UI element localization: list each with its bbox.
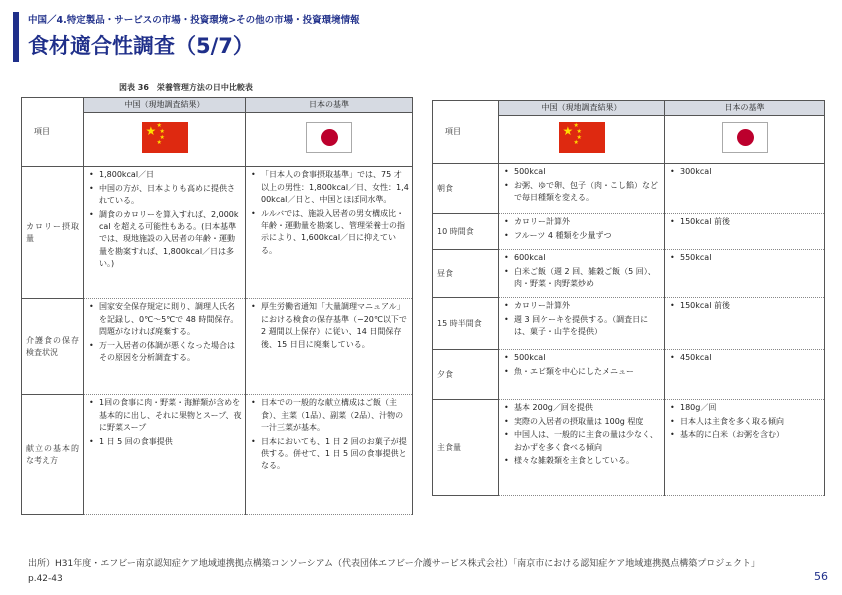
- list-item: • お粥、ゆで卵、包子（肉・こし餡）など で毎日種類を変える。: [502, 180, 661, 205]
- list-item: • 「日本人の食事摂取基準」では、75 才以上の男性：1,800kcal／日、女性：1,400kcal／日と、中国とほぼ同水準。: [249, 169, 409, 206]
- jp-cell: [665, 164, 825, 214]
- list-item: • 中国の方が、日本よりも高めに提供されている。: [87, 183, 242, 208]
- right-col-jp-header: 日本の基準: [665, 101, 825, 116]
- list-item: • 500kcal: [502, 166, 661, 178]
- left-col-jp-header: 日本の基準: [246, 98, 413, 113]
- list-item: • 500kcal: [502, 352, 661, 364]
- list-item: • 日本人は主食を多く取る傾向: [668, 416, 821, 428]
- list-item: • 1 日 5 回の食事提供: [87, 436, 242, 448]
- cn-cell: [84, 299, 246, 395]
- cn-cell: [499, 214, 665, 250]
- row-label: 夕食: [433, 350, 499, 400]
- jp-cell: [665, 250, 825, 298]
- jp-cell: [246, 167, 413, 299]
- list-item: • 180g／回: [668, 402, 821, 414]
- cn-cell: [499, 350, 665, 400]
- cn-cell: [84, 395, 246, 515]
- table-row: [433, 298, 825, 350]
- table-row: [433, 164, 825, 214]
- row-label: 主食量: [433, 400, 499, 496]
- table-row: [22, 395, 413, 515]
- japan-flag-icon: [306, 122, 352, 153]
- list-item: • 1回の食事に肉・野菜・海鮮類が含めを基本的に出し、それに果物とスープ、夜に野菜スープ: [87, 397, 242, 434]
- right-comparison-table: [432, 100, 825, 496]
- list-item: • 450kcal: [668, 352, 821, 364]
- left-col-item-header: 項目: [22, 98, 84, 167]
- row-label: 昼食: [433, 250, 499, 298]
- list-item: • カロリー計算外: [502, 300, 661, 312]
- jp-cell: [246, 299, 413, 395]
- table-row: [433, 350, 825, 400]
- list-item: • 1,800kcal／日: [87, 169, 242, 181]
- list-item: • 厚生労働省通知「大量調理マニュアル」における検食の保存基準（−20℃以下で 2 週間以上保存）に従い、14 日間保存後、15 日目に廃棄している。: [249, 301, 409, 351]
- list-item: • フルーツ 4 種類を少量ずつ: [502, 230, 661, 242]
- list-item: • 様々な雑穀類を主食としている。: [502, 455, 661, 467]
- list-item: • 週 3 回ケーキを提供する。（調査日には、菓子・山芋を提供）: [502, 314, 661, 339]
- list-item: • 国家安全保存規定に則り、調理人氏名を記録し、0℃〜5℃で 48 時間保存。問題がなければ廃棄する。: [87, 301, 242, 338]
- list-item: • 中国人は、一般的に主食の量は少なく、おかずを多く食べる傾向: [502, 429, 661, 454]
- table-row: [22, 167, 413, 299]
- japan-flag-icon: [722, 122, 768, 153]
- jp-cell: [665, 350, 825, 400]
- jp-cell: [665, 298, 825, 350]
- list-item: • 白米ご飯（週 2 回、雑穀ご飯（5 回）、肉・野菜・肉野菜炒め: [502, 266, 661, 291]
- list-item: • 基本的に白米（お粥を含む）: [668, 429, 821, 441]
- cn-cell: [499, 164, 665, 214]
- left-col-cn-header: 中国（現地調査結果）: [84, 98, 246, 113]
- source-note: 出所）H31年度・エフビー南京認知症ケア地域連携拠点構築コンソーシアム（代表団体エフビー介護サービス株式会社）「南京市における認知症ケア地域連携拠点構築プロジェクト」p.42-43: [28, 559, 761, 585]
- cn-cell: [499, 400, 665, 496]
- row-label: 介護食の保存検査状況: [22, 299, 84, 395]
- list-item: • 150kcal 前後: [668, 216, 821, 228]
- china-flag-icon: ★ ★ ★ ★ ★: [142, 122, 188, 153]
- list-item: • 基本 200g／回を提供: [502, 402, 661, 414]
- row-label: 10 時間食: [433, 214, 499, 250]
- page-title: 食材適合性調査（5/7）: [28, 34, 254, 58]
- cn-cell: [499, 298, 665, 350]
- right-cn-flag-cell: [499, 116, 665, 164]
- left-cn-flag-cell: [84, 113, 246, 167]
- breadcrumb: 中国／4.特定製品・サービスの市場・投資環境>その他の市場・投資環境情報: [28, 15, 360, 26]
- right-jp-flag-cell: [665, 116, 825, 164]
- row-label: 15 時半間食: [433, 298, 499, 350]
- list-item: • 日本においても、1 日 2 回のお菓子が提供する。併せて、1 日 5 回の食事提供となる。: [249, 436, 409, 473]
- table-row: [22, 299, 413, 395]
- jp-cell: [665, 400, 825, 496]
- right-col-cn-header: 中国（現地調査結果）: [499, 101, 665, 116]
- list-item: • ルルバでは、施設入居者の男女構成比・年齢・運動量を勘案し、管理栄養士の指示により、1,600kcal／日に抑えている。: [249, 208, 409, 258]
- page-number: 56: [814, 570, 828, 583]
- jp-cell: [665, 214, 825, 250]
- cn-cell: [84, 167, 246, 299]
- list-item: • 万一入居者の体調が悪くなった場合はその原因を分析調査する。: [87, 340, 242, 365]
- table-row: [433, 400, 825, 496]
- title-accent-bar: [13, 12, 19, 62]
- china-flag-icon: ★ ★ ★ ★ ★: [559, 122, 605, 153]
- list-item: • 300kcal: [668, 166, 821, 178]
- table-row: [433, 250, 825, 298]
- left-comparison-table: [21, 97, 413, 515]
- row-label: 朝食: [433, 164, 499, 214]
- list-item: • 日本での一般的な献立構成はご飯（主食）、主菜（1品）、副菜（2品）、汁物の一汁三菜が基本。: [249, 397, 409, 434]
- left-jp-flag-cell: [246, 113, 413, 167]
- list-item: • 実際の入居者の摂取量は 100g 程度: [502, 416, 661, 428]
- figure-caption: 図表 36 栄養管理方法の日中比較表: [119, 83, 253, 92]
- list-item: • 調食のカロリーを算入すれば、2,000kcal を超える可能性もある。(日本基準では、現地施設の入居者の年齢・運動量を勘案すれば、1,800kcal／日は多い。): [87, 209, 242, 271]
- list-item: • 600kcal: [502, 252, 661, 264]
- row-label: カロリー摂取量: [22, 167, 84, 299]
- table-row: [433, 214, 825, 250]
- cn-cell: [499, 250, 665, 298]
- list-item: • 150kcal 前後: [668, 300, 821, 312]
- list-item: • 魚・エビ類を中心にしたメニュー: [502, 366, 661, 378]
- row-label: 献立の基本的な考え方: [22, 395, 84, 515]
- list-item: • 550kcal: [668, 252, 821, 264]
- right-col-item-header: 項目: [433, 101, 499, 164]
- jp-cell: [246, 395, 413, 515]
- list-item: • カロリー計算外: [502, 216, 661, 228]
